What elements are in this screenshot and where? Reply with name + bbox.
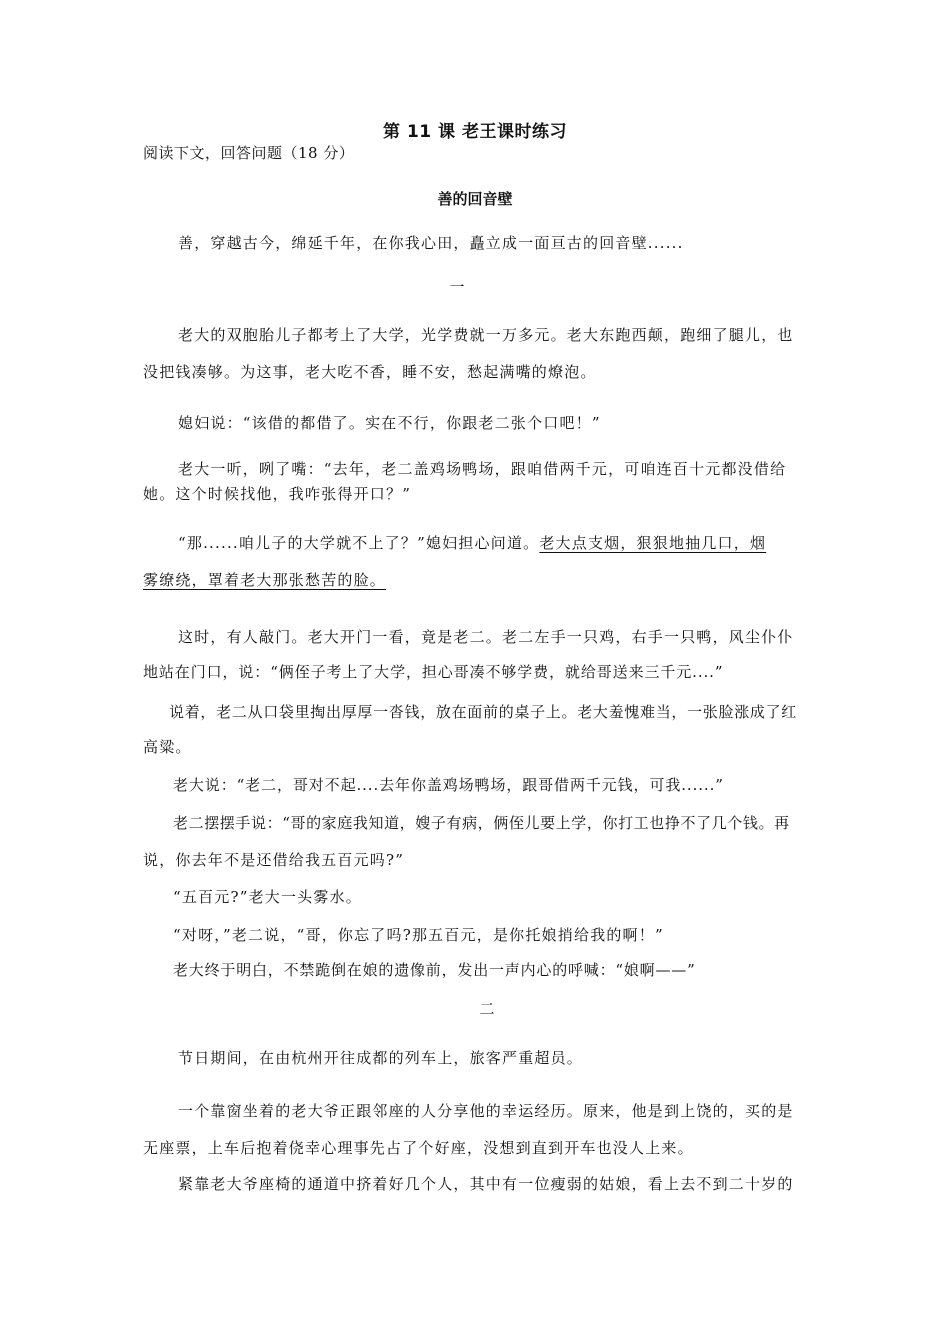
paragraph-line: 高粱。 [143, 738, 192, 756]
section-number-one: 一 [449, 278, 465, 296]
paragraph-line: 无座票，上车后抱着侥幸心理事先占了个好座，没想到直到开车也没人上来。 [143, 1139, 694, 1157]
paragraph-line [178, 533, 766, 553]
paragraph-line: 老二摆摆手说：“哥的家庭我知道，嫂子有病，俩侄儿要上学，你打工也挣不了几个钱。再 [173, 814, 790, 832]
paragraph-line: 紧靠老大爷座椅的通道中挤着好几个人，其中有一位瘦弱的姑娘，看上去不到二十岁的 [178, 1175, 794, 1193]
paragraph-line: 说，你去年不是还借给我五百元吗?” [143, 851, 405, 869]
underlined-sentence: 雾缭绕，罩着老大那张愁苦的脸。 [143, 571, 387, 589]
paragraph-line: “对呀，”老二说，“哥，你忘了吗?那五百元，是你托娘捎给我的啊！” [173, 926, 664, 944]
paragraph-line: 善，穿越古今，绵延千年，在你我心田，矗立成一面亘古的回音壁...... [178, 234, 684, 252]
paragraph-line: 节日期间，在由杭州开往成都的列车上，旅客严重超员。 [178, 1049, 584, 1067]
paragraph-line: 老大说：“老二，哥对不起....去年你盖鸡场鸭场，跟哥借两千元钱，可我......” [173, 776, 724, 794]
paragraph-line: 她。这个时候找他，我咋张得开口？” [143, 485, 412, 503]
paragraph-line: 老大一听，咧了嘴：“去年，老二盖鸡场鸭场，跟咱借两千元，可咱连百十元都没借给 [178, 460, 787, 478]
paragraph-text: “那......咱儿子的大学就不上了？”媳妇担心问道。 [178, 534, 540, 552]
paragraph-line: 这时，有人敲门。老大开门一看，竟是老二。老二左手一只鸡，右手一只鸭，风尘仆仆 [178, 628, 794, 646]
underlined-sentence: 老大点支烟，狠狠地抽几口，烟 [539, 534, 767, 552]
paragraph-line: 老大终于明白，不禁跪倒在娘的遗像前，发出一声内心的呼喊：“娘啊——” [173, 961, 696, 979]
instruction-text: 阅读下文，回答问题（18 分） [143, 144, 355, 162]
paragraph-line: 一个靠窗坐着的老大爷正跟邻座的人分享他的幸运经历。原来，他是到上饶的，买的是 [178, 1102, 794, 1120]
paragraph-line: “五百元?”老大一头雾水。 [173, 888, 362, 906]
paragraph-line: 地站在门口，说：“俩侄子考上了大学，担心哥凑不够学费，就给哥送来三千元....” [143, 663, 724, 681]
paragraph-line: 媳妇说：“该借的都借了。实在不行，你跟老二张个口吧！” [178, 414, 601, 432]
passage-title: 善的回音壁 [437, 190, 513, 208]
section-number-two: 二 [479, 1000, 495, 1018]
paragraph-line: 老大的双胞胎儿子都考上了大学，光学费就一万多元。老大东跑西颠，跑细了腿儿，也 [178, 326, 794, 344]
page-title: 第 11 课 老王课时练习 [383, 122, 567, 142]
paragraph-line: 说着，老二从口袋里掏出厚厚一沓钱，放在面前的桌子上。老大羞愧难当，一张脸涨成了红 [169, 703, 798, 721]
paragraph-line: 没把钱凑够。为这事，老大吃不香，睡不安，愁起满嘴的燎泡。 [143, 363, 597, 381]
